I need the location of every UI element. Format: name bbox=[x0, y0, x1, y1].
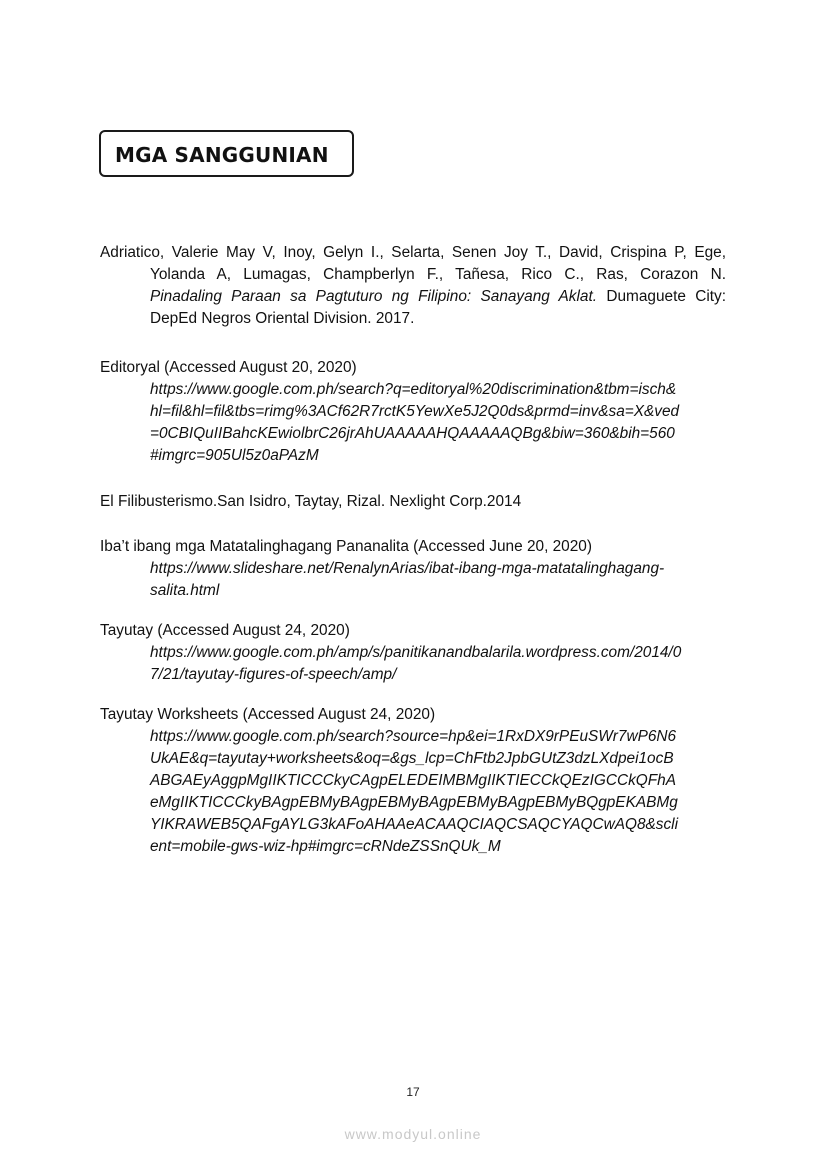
reference-publisher-line: DepEd Negros Oriental Division. 2017. bbox=[150, 310, 415, 327]
reference-title-line bbox=[150, 286, 726, 308]
reference-url-line[interactable]: UkAE&q=tayutay+worksheets&oq=&gs_lcp=ChFtb2JpbGUtZ3dzLXdpei1ocB bbox=[150, 750, 674, 767]
reference-url-line[interactable]: salita.html bbox=[150, 582, 220, 599]
page-title: MGA SANGGUNIAN bbox=[115, 143, 329, 167]
watermark: www.modyul.online bbox=[344, 1126, 482, 1142]
reference-url-line[interactable]: #imgrc=905Ul5z0aPAzM bbox=[150, 447, 319, 464]
reference-url-line[interactable]: ent=mobile-gws-wiz-hp#imgrc=cRNdeZSSnQUk_M bbox=[150, 838, 501, 855]
reference-url-line[interactable]: https://www.google.com.ph/search?q=editoryal%20discrimination&tbm=isch& bbox=[150, 381, 677, 398]
reference-url-line[interactable]: =0CBIQuIIBahcKEwiolbrC26jrAhUAAAAAHQAAAAAQBg&biw=360&bih=560 bbox=[150, 425, 675, 442]
page-number: 17 bbox=[406, 1085, 420, 1099]
reference-url-line[interactable]: https://www.google.com.ph/amp/s/panitikanandbalarila.wordpress.com/2014/0 bbox=[150, 644, 682, 661]
reference-indent-block bbox=[100, 264, 726, 330]
reference-matatalinghagang bbox=[100, 536, 664, 602]
reference-title: Iba’t ibang mga Matatalinghagang Pananalita (Accessed June 20, 2020) bbox=[100, 538, 592, 555]
reference-tayutay-worksheets bbox=[100, 704, 678, 858]
heading-box bbox=[99, 130, 354, 177]
reference-title: Tayutay (Accessed August 24, 2020) bbox=[100, 622, 350, 639]
reference-url-line[interactable]: hl=fil&hl=fil&tbs=rimg%3ACf62R7rctK5YewXe5J2Q0ds&prmd=inv&sa=X&ved bbox=[150, 403, 680, 420]
reference-author-line: Yolanda A, Lumagas, Champberlyn F., Tañesa, Rico C., Ras, Corazon N. bbox=[150, 266, 726, 283]
reference-url-line[interactable]: eMgIIKTICCCkyBAgpEBMyBAgpEBMyBAgpEBMyBAgpEBMyBQgpEKABMg bbox=[150, 794, 678, 811]
reference-url-line[interactable]: https://www.slideshare.net/RenalynArias/ibat-ibang-mga-matatalinghagang- bbox=[150, 560, 665, 577]
reference-url-line[interactable]: ABGAEyAggpMgIIKTICCCkyCAgpELEDEIMBMgIIKTIECCkQEzIGCCkQFhA bbox=[150, 772, 676, 789]
reference-title: Tayutay Worksheets (Accessed August 24, 2020) bbox=[100, 706, 436, 723]
reference-editoryal bbox=[100, 357, 679, 467]
reference-title: Editoryal (Accessed August 20, 2020) bbox=[100, 359, 357, 376]
reference-url-line[interactable]: https://www.google.com.ph/search?source=hp&ei=1RxDX9rPEuSWr7wP6N6 bbox=[150, 728, 677, 745]
reference-publisher: Dumaguete City: bbox=[597, 288, 727, 305]
reference-tayutay bbox=[100, 620, 681, 686]
reference-url-line[interactable]: YIKRAWEB5QAFgAYLG3kAFoAHAAeACAAQCIAQCSAQCYAQCwAQ8&scli bbox=[150, 816, 679, 833]
reference-el-filibusterismo bbox=[100, 491, 521, 513]
reference-adriatico bbox=[100, 242, 726, 330]
reference-book-title: Pinadaling Paraan sa Pagtuturo ng Filipino: Sanayang Aklat. bbox=[150, 288, 598, 305]
reference-author-line: Adriatico, Valerie May V, Inoy, Gelyn I., Selarta, Senen Joy T., David, Crispina P, Ege, bbox=[100, 244, 726, 261]
reference-title: El Filibusterismo.San Isidro, Taytay, Rizal. Nexlight Corp.2014 bbox=[100, 493, 522, 510]
reference-url-line[interactable]: 7/21/tayutay-figures-of-speech/amp/ bbox=[150, 666, 397, 683]
